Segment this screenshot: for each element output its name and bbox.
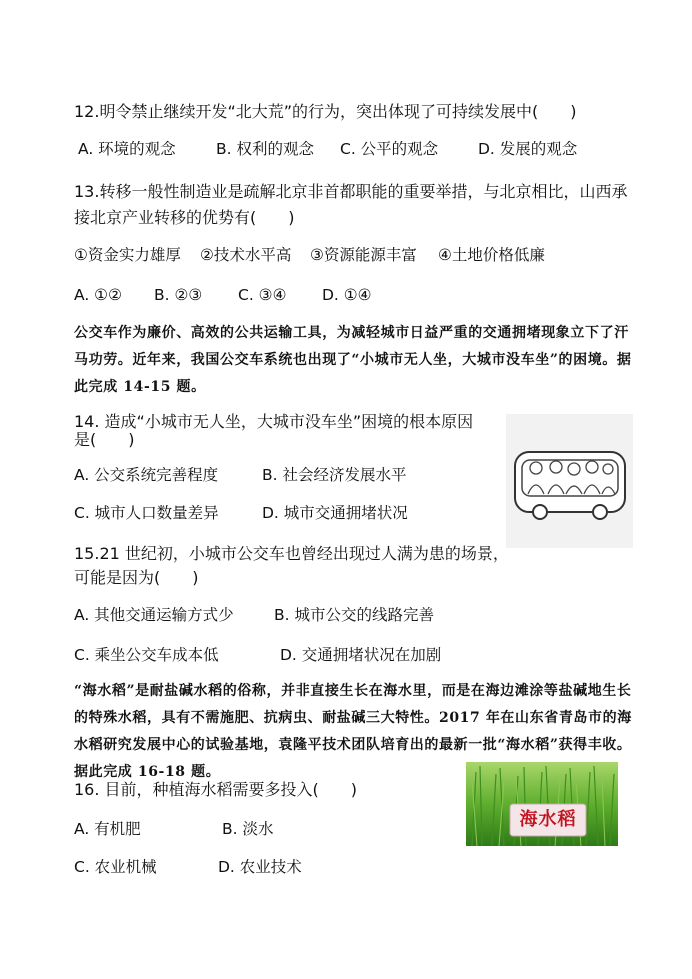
q13-options [74, 284, 474, 306]
q13-option-a: A. ①② [74, 286, 122, 304]
q13-stem-line1: 13.转移一般性制造业是疏解北京非首都职能的重要举措，与北京相比，山西承 [74, 182, 628, 201]
q15-option-d: D. 交通拥堵状况在加剧 [280, 646, 442, 664]
q13-item-1: ①资金实力雄厚 [74, 246, 181, 264]
rice-sign-label: 海水稻 [519, 809, 577, 830]
passage-sea-rice: “海水稻”是耐盐碱水稻的俗称，并非直接生长在海水里，而是在海边滩涂等盐碱地生长的特殊水稻，具有不需施肥、抗病虫、耐盐碱三大特性。2017 年在山东省青岛市的海水稻研究发展中心的试验基地，袁隆平技术团队培育出的最新一批“海水稻”获得丰收。据此完成 16-18 题。 [74, 683, 632, 780]
bus-illustration [506, 414, 633, 548]
sea-rice-photo [466, 762, 618, 846]
q13-item-3: ③资源能源丰富 [310, 246, 417, 264]
q13-option-b: B. ②③ [154, 286, 203, 304]
q16-options-row2 [74, 856, 454, 878]
q14-stem-line2: 是( ) [74, 430, 135, 449]
q16-option-d: D. 农业技术 [218, 858, 302, 876]
q13-item-4: ④土地价格低廉 [438, 246, 545, 264]
q14-options-row1 [74, 464, 494, 486]
q12-option-b: B. 权利的观念 [216, 140, 314, 158]
q12-option-a: A. 环境的观念 [78, 140, 176, 158]
q14-option-d: D. 城市交通拥堵状况 [262, 504, 408, 522]
q16-option-a: A. 有机肥 [74, 820, 141, 838]
q12-stem: 12.明令禁止继续开发“北大荒”的行为，突出体现了可持续发展中( ) [74, 102, 577, 121]
crowded-bus-icon [506, 414, 633, 548]
q12-options [78, 138, 638, 160]
q16-option-b: B. 淡水 [222, 820, 274, 838]
q14-option-c: C. 城市人口数量差异 [74, 504, 219, 522]
q15-options-row1 [74, 604, 554, 626]
q15-stem-line1: 15.21 世纪初，小城市公交车也曾经出现过人满为患的场景， [74, 544, 509, 563]
q12-option-c: C. 公平的观念 [340, 140, 439, 158]
q15-option-b: B. 城市公交的线路完善 [274, 606, 434, 624]
q13-item-2: ②技术水平高 [200, 246, 292, 264]
q15-stem-line2: 可能是因为( ) [74, 568, 199, 587]
q16-option-c: C. 农业机械 [74, 858, 157, 876]
q15-options-row2 [74, 644, 554, 666]
q14-option-a: A. 公交系统完善程度 [74, 466, 219, 484]
q13-items [74, 244, 634, 266]
q15-option-a: A. 其他交通运输方式少 [74, 606, 234, 624]
q13-option-c: C. ③④ [238, 286, 287, 304]
q16-stem: 16. 目前，种植海水稻需要多投入( ) [74, 780, 358, 799]
q14-options-row2 [74, 502, 494, 524]
q14-option-b: B. 社会经济发展水平 [262, 466, 407, 484]
q12-option-d: D. 发展的观念 [478, 140, 578, 158]
q15-option-c: C. 乘坐公交车成本低 [74, 646, 219, 664]
q14-stem-line1: 14. 造成“小城市无人坐，大城市没车坐”困境的根本原因 [74, 412, 474, 431]
q13-stem-line2: 接北京产业转移的优势有( ) [74, 208, 295, 227]
passage-bus: 公交车作为廉价、高效的公共运输工具，为减轻城市日益严重的交通拥堵现象立下了汗马功劳。近年来，我国公交车系统也出现了“小城市无人坐，大城市没车坐”的困境。据此完成 14-15 题。 [74, 325, 632, 395]
q16-options-row1 [74, 818, 454, 840]
q13-option-d: D. ①④ [322, 286, 372, 304]
